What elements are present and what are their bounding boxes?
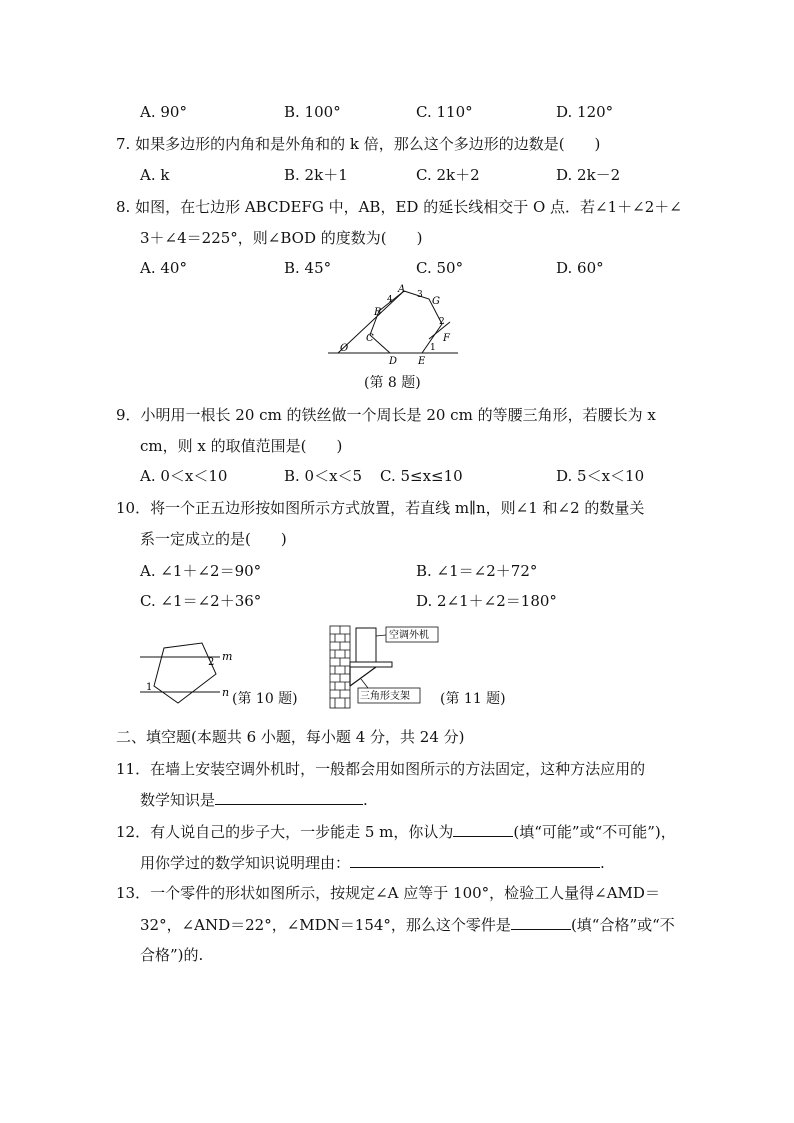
q12-stem-line1 bbox=[116, 821, 676, 842]
label-c: C bbox=[366, 333, 374, 344]
label-o: O bbox=[340, 343, 349, 354]
q13-stem-line1: 13．一个零件的形状如图所示，按规定∠A 应等于 100°，检验工人量得∠AMD＝ bbox=[116, 884, 660, 902]
q9-option-c[interactable]: C. 5≤x≤10 bbox=[380, 467, 463, 485]
q11-caption: (第 11 题) bbox=[440, 691, 506, 707]
q7-option-a[interactable]: A. k bbox=[140, 166, 170, 184]
q8-stem-line2: 3＋∠4＝225°，则∠BOD 的度数为( ) bbox=[140, 229, 423, 247]
bracket-label: 三角形支架 bbox=[360, 691, 410, 702]
label-angle-2: 2 bbox=[208, 657, 215, 668]
label-angle-1: 1 bbox=[430, 343, 436, 353]
pentagon-figure bbox=[138, 640, 238, 706]
q7-stem: 7. 如果多边形的内角和是外角和的 k 倍，那么这个多边形的边数是( ) bbox=[116, 135, 601, 153]
q6-option-d[interactable]: D. 120° bbox=[556, 103, 614, 121]
q11-stem-line2 bbox=[140, 789, 368, 810]
q12-text-b: (填“可能”或“不可能”)， bbox=[513, 823, 676, 841]
q13-text-a: 32°，∠AND＝22°，∠MDN＝154°，那么这个零件是 bbox=[140, 916, 511, 934]
label-g: G bbox=[432, 296, 440, 307]
q6-option-b[interactable]: B. 100° bbox=[284, 103, 341, 121]
bracket-shelf bbox=[350, 662, 392, 667]
q12-stem-line2 bbox=[140, 852, 605, 873]
q10-option-d[interactable]: D. 2∠1＋∠2＝180° bbox=[416, 592, 557, 610]
label-f: F bbox=[443, 333, 450, 344]
q12-text-c: 用你学过的数学知识说明理由： bbox=[140, 854, 351, 872]
q9-option-d[interactable]: D. 5＜x＜10 bbox=[556, 467, 645, 485]
ac-bracket-figure bbox=[328, 624, 452, 710]
q12-text-a: 12．有人说自己的步子大，一步能走 5 m，你认为 bbox=[116, 823, 454, 841]
q10-option-b[interactable]: B. ∠1＝∠2＋72° bbox=[416, 562, 538, 580]
q12-answer-blank-2[interactable] bbox=[350, 852, 600, 868]
q7-option-c[interactable]: C. 2k＋2 bbox=[416, 166, 480, 184]
q8-stem-line1: 8. 如图，在七边形 ABCDEFG 中，AB，ED 的延长线相交于 O 点．若∠1＋∠2＋∠ bbox=[116, 198, 682, 216]
label-angle-2: 2 bbox=[439, 317, 445, 327]
label-angle-4: 4 bbox=[387, 295, 393, 305]
q8-option-c[interactable]: C. 50° bbox=[416, 259, 464, 277]
q7-option-b[interactable]: B. 2k＋1 bbox=[284, 166, 348, 184]
label-a: A bbox=[398, 284, 406, 295]
q11-text-a: 数学知识是 bbox=[140, 791, 216, 809]
q8-option-d[interactable]: D. 60° bbox=[556, 259, 604, 277]
q9-stem-line1: 9．小明用一根长 20 cm 的铁丝做一个周长是 20 cm 的等腰三角形，若腰长为 x bbox=[116, 406, 656, 424]
q9-option-b[interactable]: B. 0＜x＜5 bbox=[284, 467, 363, 485]
q10-option-c[interactable]: C. ∠1＝∠2＋36° bbox=[140, 592, 262, 610]
q8-option-a[interactable]: A. 40° bbox=[140, 259, 187, 277]
label-b: B bbox=[374, 307, 382, 318]
pentagon-shape bbox=[154, 643, 216, 703]
q9-option-a[interactable]: A. 0＜x＜10 bbox=[140, 467, 228, 485]
q12-text-d: . bbox=[600, 854, 605, 872]
label-angle-1: 1 bbox=[146, 682, 153, 693]
q11-answer-blank[interactable] bbox=[215, 789, 363, 805]
ac-unit bbox=[356, 628, 376, 662]
q10-option-a[interactable]: A. ∠1＋∠2＝90° bbox=[140, 562, 262, 580]
q6-option-a[interactable]: A. 90° bbox=[140, 103, 187, 121]
q7-option-d[interactable]: D. 2k－2 bbox=[556, 166, 621, 184]
q13-stem-line2 bbox=[140, 914, 675, 935]
label-n: n bbox=[222, 686, 230, 699]
q10-stem-line2: 系一定成立的是( ) bbox=[140, 530, 287, 548]
q13-text-b: (填“合格”或“不 bbox=[570, 916, 675, 934]
q10-stem-line1: 10．将一个正五边形按如图所示方式放置，若直线 m∥n，则∠1 和∠2 的数量关 bbox=[116, 499, 645, 517]
heptagon-figure bbox=[326, 284, 462, 370]
q10-caption: (第 10 题) bbox=[232, 691, 298, 707]
q12-answer-blank-1[interactable] bbox=[453, 821, 513, 837]
q13-stem-line3: 合格”)的. bbox=[140, 946, 204, 964]
bracket-diagonal bbox=[350, 667, 376, 686]
label-angle-3: 3 bbox=[417, 290, 423, 300]
q9-stem-line2: cm，则 x 的取值范围是( ) bbox=[140, 437, 343, 455]
q8-option-b[interactable]: B. 45° bbox=[284, 259, 332, 277]
q13-answer-blank[interactable] bbox=[511, 914, 571, 930]
q11-text-b: . bbox=[363, 791, 368, 809]
section-2-heading: 二、填空题(本题共 6 小题，每小题 4 分，共 24 分) bbox=[116, 728, 465, 746]
q11-stem-line1: 11．在墙上安装空调外机时，一般都会用如图所示的方法固定，这种方法应用的 bbox=[116, 760, 646, 778]
label-d: D bbox=[389, 356, 398, 367]
q6-option-c[interactable]: C. 110° bbox=[416, 103, 473, 121]
q8-caption: (第 8 题) bbox=[364, 375, 421, 391]
label-e: E bbox=[418, 356, 426, 367]
ac-pointer bbox=[376, 635, 386, 636]
brick-wall bbox=[330, 626, 350, 708]
ac-label: 空调外机 bbox=[389, 630, 429, 641]
bracket-pointer bbox=[361, 679, 368, 688]
label-m: m bbox=[222, 650, 233, 663]
